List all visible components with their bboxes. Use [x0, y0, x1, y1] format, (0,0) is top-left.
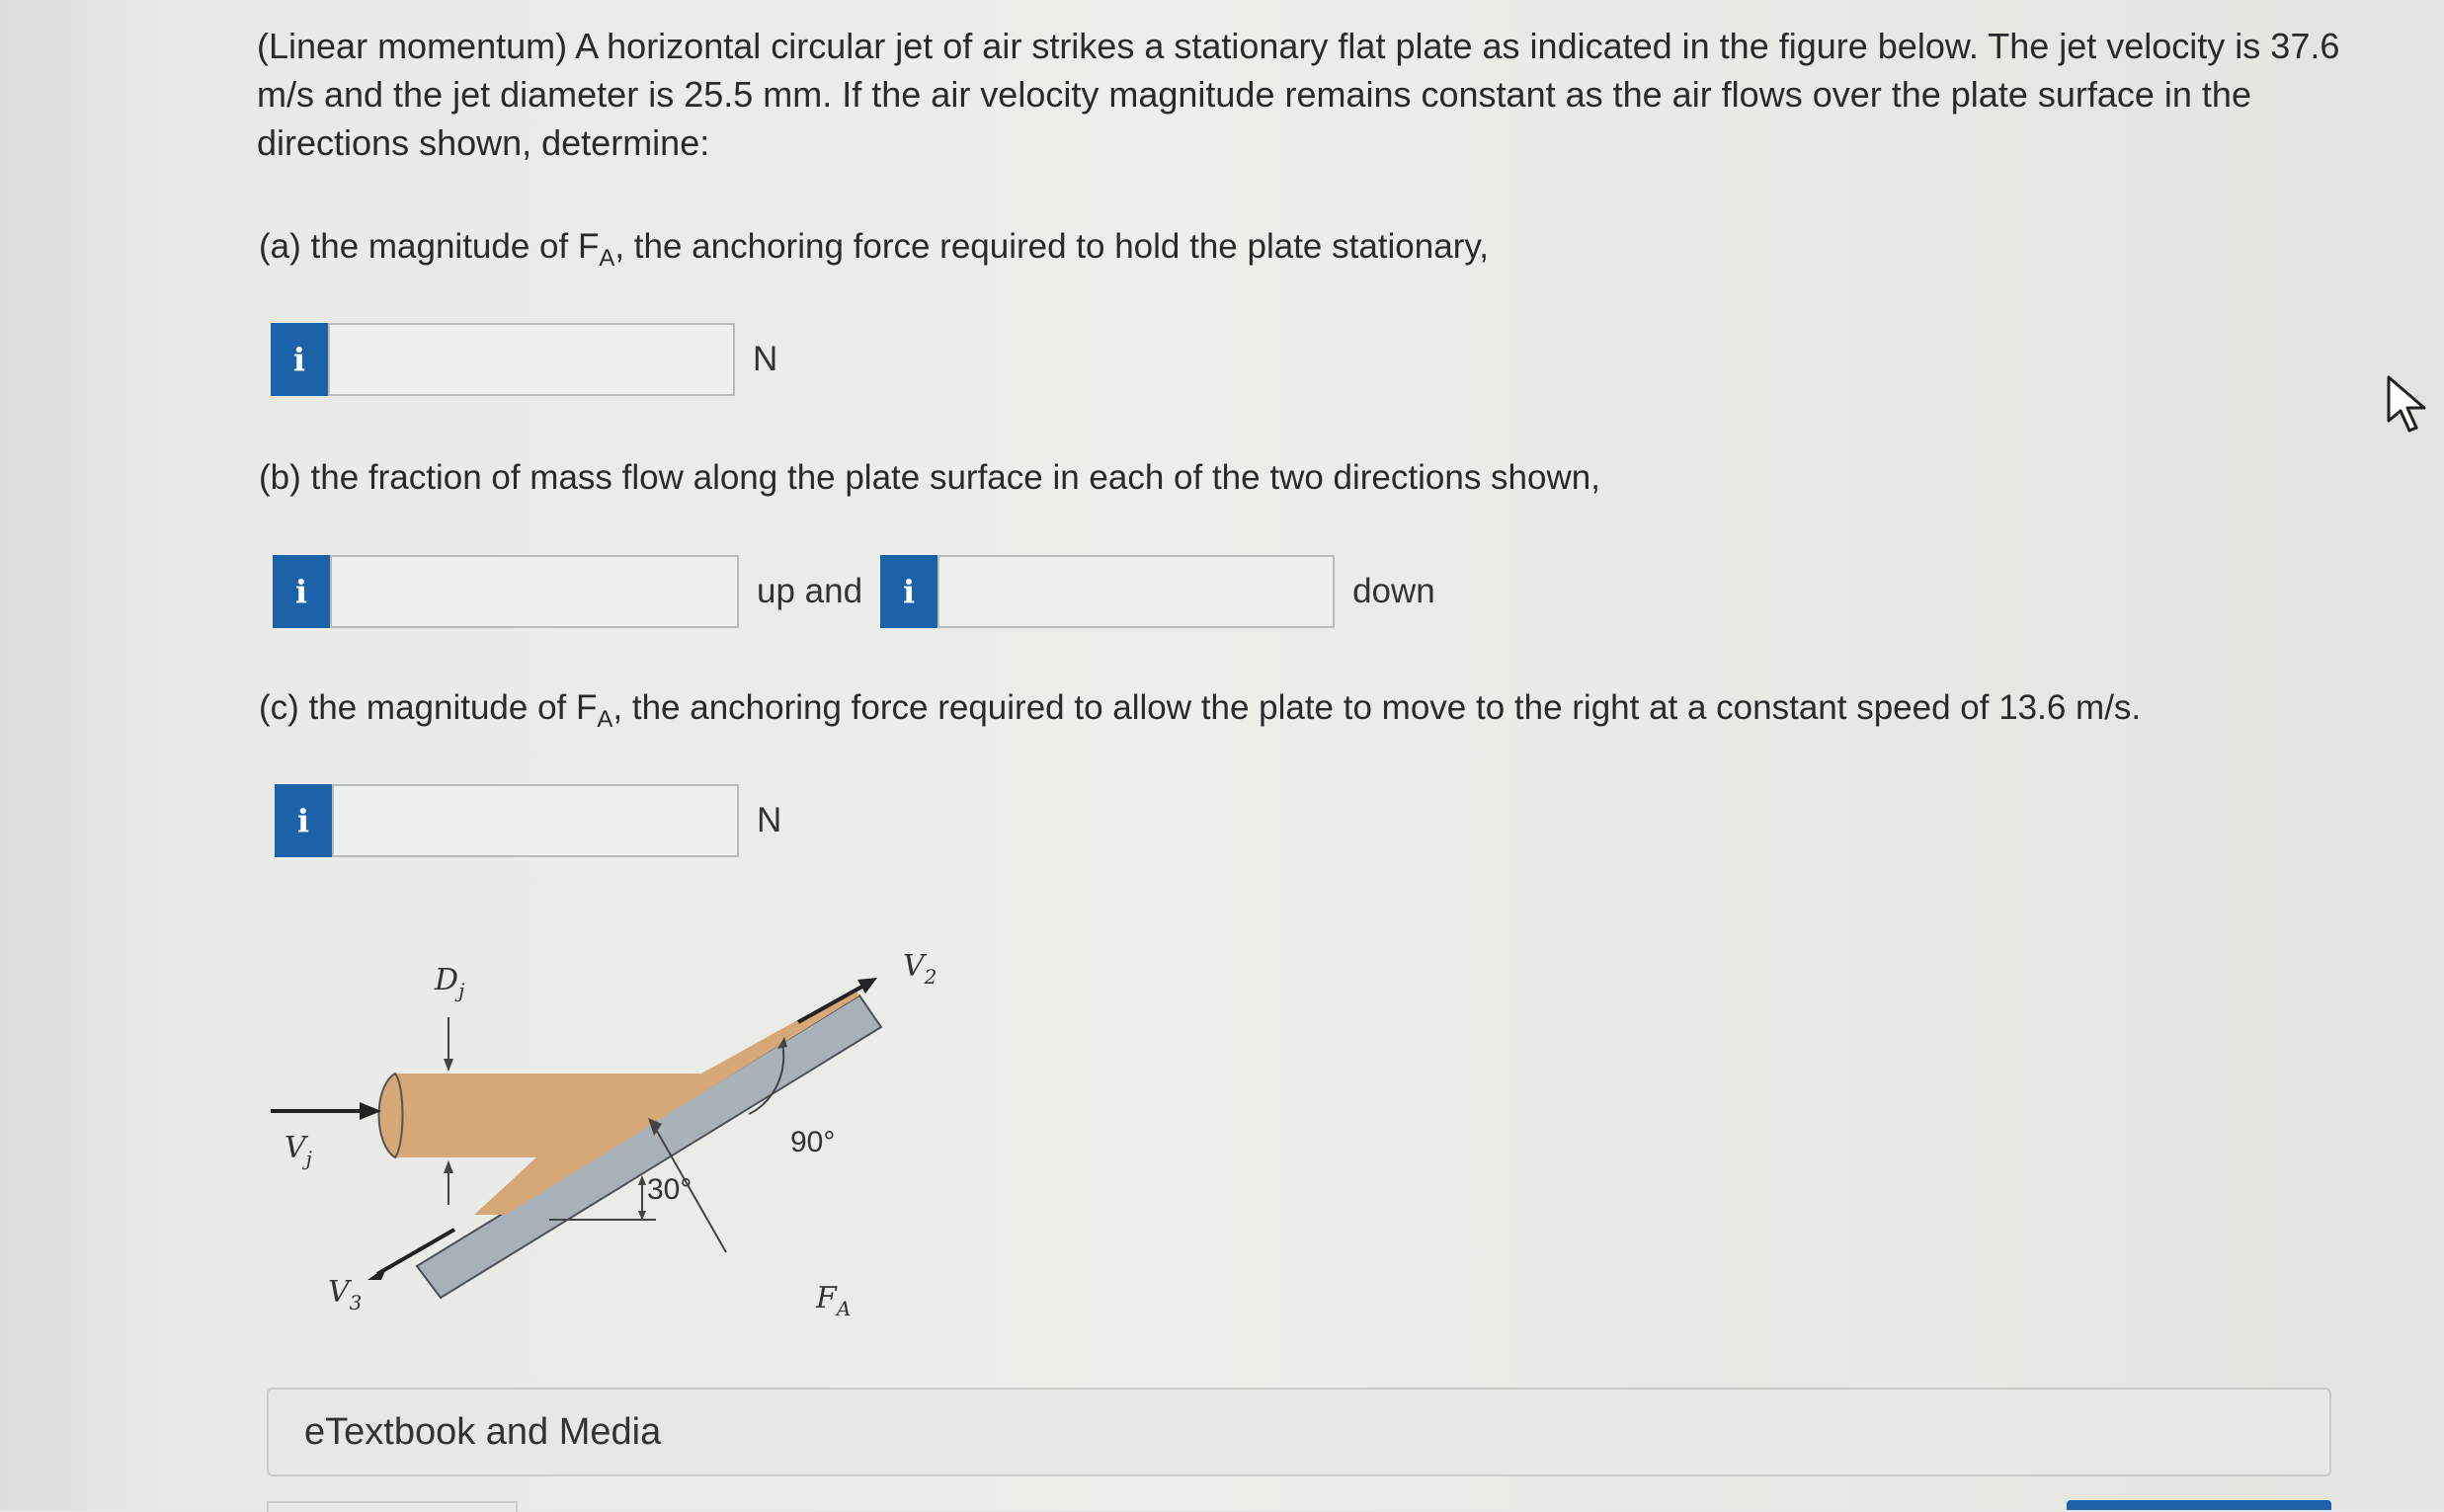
part-a-subscript: A [599, 245, 615, 272]
part-a-unit: N [753, 340, 778, 378]
part-b-up-fraction-input[interactable] [330, 555, 739, 628]
part-a-prefix: (a) the magnitude of F [259, 227, 600, 266]
force-angle-label: 90° [790, 1126, 836, 1158]
mouse-pointer-icon [2385, 373, 2430, 438]
part-c-question [259, 686, 2141, 742]
problem-statement: (Linear momentum) A horizontal circular jet of air strikes a stationary flat plate as indicated in the figure below. The jet velocity is 37.6 m/s and the jet diameter is 25.5 mm. If the air velocity magnitude remains constant as the air flows over the plate surface in the directions shown, determine: [257, 26, 2340, 163]
part-c-prefix: (c) the magnitude of F [259, 688, 598, 727]
info-icon[interactable]: i [880, 555, 937, 628]
plate-angle-label: 30° [647, 1173, 692, 1206]
part-b-question: (b) the fraction of mass flow along the plate surface in each of the two directions shown, [259, 458, 1600, 497]
v3-label: $V_3$ [328, 1275, 363, 1314]
dj-top-arrowhead [444, 1059, 453, 1072]
jet-plate-diagram [257, 928, 1008, 1343]
dj-bottom-arrowhead [444, 1160, 453, 1173]
part-a-question [259, 225, 1489, 280]
dj-label: $D_j$ [435, 963, 465, 1002]
part-a-answer-row [271, 323, 777, 396]
jet-inlet [379, 1074, 403, 1157]
info-icon[interactable]: i [273, 555, 330, 628]
part-b-down-fraction-input[interactable] [937, 555, 1335, 628]
part-c-answer-row [275, 784, 781, 857]
part-b-answer-row [273, 555, 1435, 628]
part-a-force-input[interactable] [328, 323, 735, 396]
submit-button-edge[interactable] [2067, 1500, 2331, 1510]
part-b-up-label: up and [757, 572, 863, 610]
etextbook-label: eTextbook and Media [304, 1410, 662, 1453]
part-a-suffix: , the anchoring force required to hold the plate stationary, [614, 227, 1489, 266]
part-c-force-input[interactable] [332, 784, 739, 857]
part-c-suffix: , the anchoring force required to allow the plate to move to the right at a constant speed of 13.6 m/s. [612, 688, 2142, 727]
part-c-unit: N [757, 801, 782, 839]
v2-label: $V_2$ [903, 949, 937, 989]
part-b-down-label: down [1352, 572, 1435, 610]
etextbook-and-media-section[interactable] [267, 1388, 2331, 1476]
vj-label: $V_j$ [285, 1131, 312, 1170]
info-icon[interactable]: i [275, 784, 332, 857]
fa-label: $F_A$ [816, 1281, 852, 1320]
part-c-subscript: A [597, 706, 613, 733]
info-icon[interactable]: i [271, 323, 328, 396]
next-section-outline [267, 1501, 518, 1512]
